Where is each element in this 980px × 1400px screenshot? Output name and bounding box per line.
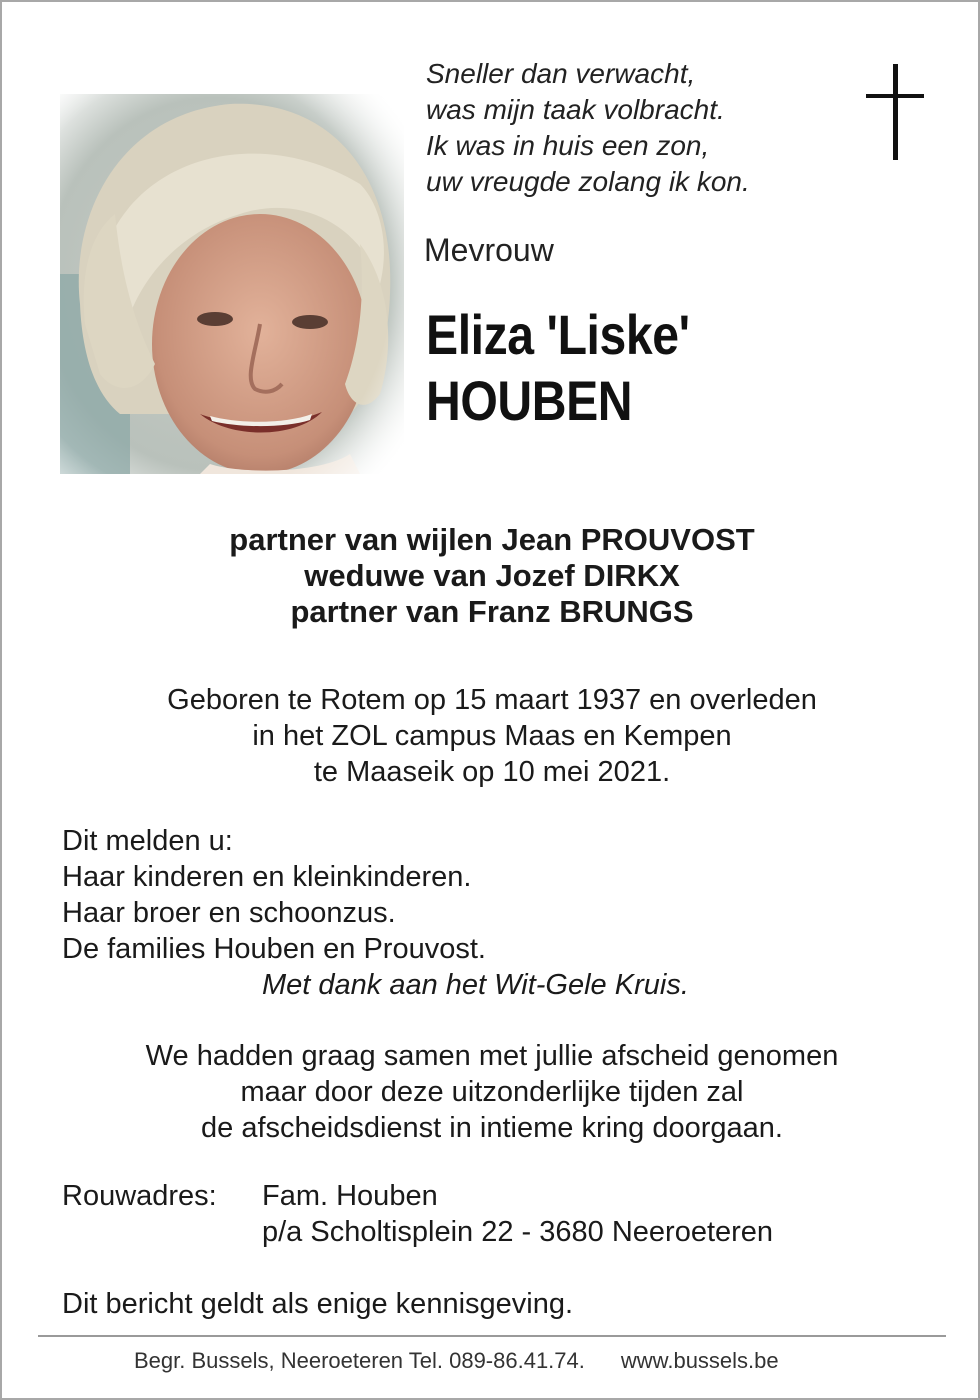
relation-line: partner van wijlen Jean PROUVOST [229,522,755,557]
thanks-line: Met dank aan het Wit-Gele Kruis. [262,969,689,1001]
poem-line: Sneller dan verwacht, [426,58,696,89]
farewell-line: de afscheidsdienst in intieme kring doorgaan. [201,1112,783,1144]
farewell-block [2,1038,980,1146]
undertaker-info: Begr. Bussels, Neeroeteren Tel. 089-86.41.74. [134,1348,585,1373]
farewell-line: maar door deze uitzonderlijke tijden zal [240,1076,744,1108]
poem-line: Ik was in huis een zon, [426,130,710,161]
relations-block [2,522,980,630]
deceased-first-name: Eliza 'Liske' [426,303,690,366]
announcement-line: De families Houben en Prouvost. [62,933,486,965]
announcement-block [62,823,942,1003]
birth-death-block [2,682,980,790]
address-lines [262,1178,773,1250]
birth-death-line: te Maaseik op 10 mei 2021. [313,756,671,788]
deceased-last-name: HOUBEN [426,369,633,432]
announcement-line: Haar broer en schoonzus. [62,897,396,929]
birth-death-line: Geboren te Rotem op 15 maart 1937 en overleden [167,684,817,716]
birth-death-line: in het ZOL campus Maas en Kempen [252,720,732,752]
address-line-2: p/a Scholtisplein 22 - 3680 Neeroeteren [262,1216,774,1248]
cross-icon [866,64,924,160]
address-line-1: Fam. Houben [262,1180,438,1212]
portrait-photo [60,94,404,474]
portrait-image [60,94,404,474]
announcement-intro: Dit melden u: [62,825,233,857]
salutation: Mevrouw [424,232,554,268]
poem-line: uw vreugde zolang ik kon. [426,166,750,197]
relation-line: partner van Franz BRUNGS [290,594,694,629]
address-label: Rouwadres: [62,1180,217,1212]
footer-divider [38,1335,946,1337]
notice-text: Dit bericht geldt als enige kennisgeving. [62,1288,574,1320]
relation-line: weduwe van Jozef DIRKX [304,558,680,593]
poem-line: was mijn taak volbracht. [426,94,725,125]
footer [134,1348,779,1374]
website-link[interactable]: www.bussels.be [620,1348,779,1373]
farewell-line: We hadden graag samen met jullie afscheid genomen [145,1040,839,1072]
deceased-name [426,302,733,434]
announcement-line: Haar kinderen en kleinkinderen. [62,861,472,893]
memorial-poem [426,56,750,200]
